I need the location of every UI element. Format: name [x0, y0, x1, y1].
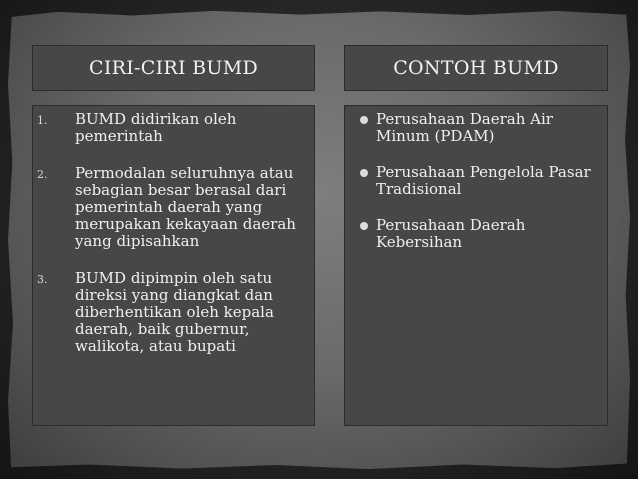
item-text: Perusahaan Pengelola Pasar Tradisional — [376, 163, 591, 198]
ciri-ciri-item — [33, 270, 314, 355]
contoh-item — [345, 217, 607, 251]
item-number: 1. — [37, 114, 48, 127]
ciri-ciri-header-label: CIRI-CIRI BUMD — [88, 57, 259, 79]
contoh-header-label: CONTOH BUMD — [393, 57, 559, 79]
contoh-item — [345, 164, 607, 198]
ciri-ciri-item — [33, 165, 314, 250]
item-text: Perusahaan Daerah Air Minum (PDAM) — [376, 110, 553, 145]
ciri-ciri-header — [32, 45, 315, 91]
bullet-icon — [360, 116, 368, 124]
item-text: Perusahaan Daerah Kebersihan — [376, 216, 526, 251]
ciri-ciri-item — [33, 111, 314, 145]
item-text: Permodalan seluruhnya atau sebagian besar berasal dari pemerintah daerah yang merupakan kekayaan daerah yang dipisahkan — [75, 164, 296, 250]
bullet-icon — [360, 169, 368, 177]
contoh-list — [345, 111, 607, 270]
item-number: 3. — [37, 273, 48, 286]
ciri-ciri-list — [33, 111, 314, 375]
item-text: BUMD didirikan oleh pemerintah — [75, 110, 237, 145]
item-text: BUMD dipimpin oleh satu direksi yang diangkat dan diberhentikan oleh kepala daerah, baik gubernur, walikota, atau bupati — [75, 269, 274, 355]
contoh-header — [344, 45, 608, 91]
bullet-icon — [360, 222, 368, 230]
contoh-item — [345, 111, 607, 145]
contoh-panel — [344, 105, 608, 426]
item-number: 2. — [37, 168, 48, 181]
ciri-ciri-panel — [32, 105, 315, 426]
